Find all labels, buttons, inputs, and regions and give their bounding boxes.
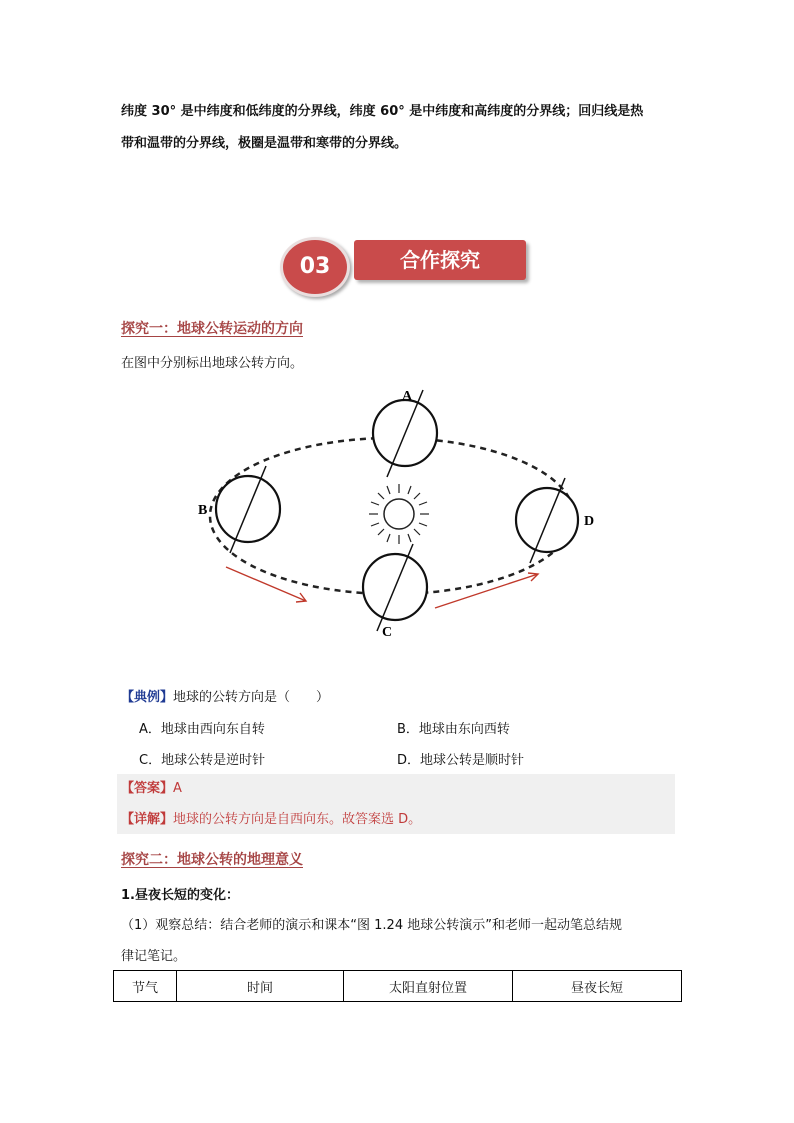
solar-terms-table [113,970,682,1002]
example-question: 地球的公转方向是（ ） [173,690,330,705]
table-header-cell: 节气 [114,971,177,1002]
earth-position-c [363,544,427,631]
detail-text: 地球的公转方向是自西向东。故答案选 D。 [173,812,422,827]
answer-line [117,774,675,803]
explore2-sub1: 1.昼夜长短的变化： [121,888,239,903]
option-c: C．地球公转是逆时针 [139,753,266,768]
section-number-badge: 03 [280,237,350,297]
option-a: A．地球由西向东自转 [139,722,265,737]
intro-line-2: 带和温带的分界线，极圈是温带和寒带的分界线。 [121,136,408,151]
label-a: A [402,389,413,404]
explore2-title: 探究二：地球公转的地理意义 [121,852,303,868]
explore1-instruction: 在图中分别标出地球公转方向。 [121,356,304,371]
table-header-cell: 昼夜长短 [513,971,682,1002]
label-c: C [382,625,393,640]
detail-line [117,805,675,834]
table-header-cell: 太阳直射位置 [344,971,513,1002]
intro-line-1: 纬度 30° 是中纬度和低纬度的分界线，纬度 60° 是中纬度和高纬度的分界线；回归线是热 [121,104,644,119]
orbit-diagram [180,380,620,645]
direction-arrow-right [435,573,538,608]
table-header-row [114,971,682,1002]
example-question-line [121,686,329,705]
earth-position-b [216,466,280,553]
earth-position-d [516,478,578,563]
explore2-sub2-line1: （1）观察总结：结合老师的演示和课本“图 1.24 地球公转演示”和老师一起动笔总结规 [121,918,622,933]
section-title-banner: 合作探究 [354,240,526,280]
explore1-title: 探究一：地球公转运动的方向 [121,321,303,337]
detail-label: 【详解】 [121,812,174,827]
explore2-sub2-line2: 律记笔记。 [121,949,187,964]
option-d: D．地球公转是顺时针 [397,753,525,768]
label-b: B [198,503,208,518]
sun-icon [369,484,429,544]
answer-value: A [173,781,182,796]
label-d: D [584,514,595,529]
example-tag: 【典例】 [121,690,174,705]
answer-label: 【答案】 [121,781,174,796]
option-b: B．地球由东向西转 [397,722,510,737]
table-header-cell: 时间 [177,971,344,1002]
answer-block [117,774,675,834]
direction-arrow-left [226,567,306,602]
